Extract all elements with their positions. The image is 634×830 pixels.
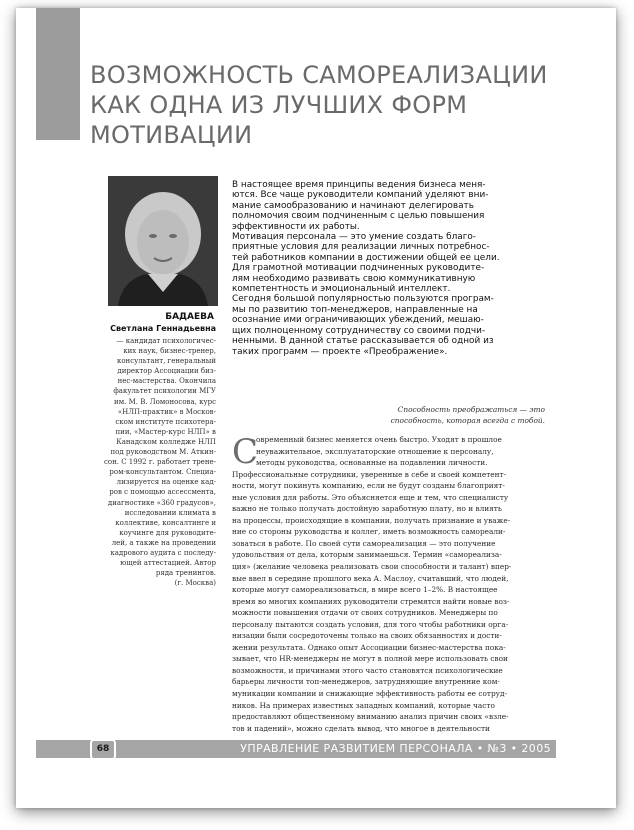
epigraph	[316, 404, 545, 426]
lead-line: В настоящее время принципы ведения бизнеса меня-	[232, 180, 486, 190]
body-line: важно не только получать достойную заработную плату, но и влиять	[232, 504, 502, 514]
bio-line: нес-мастерства. Окончила	[117, 377, 216, 386]
body-line: Профессиональные сотрудники, уверенные в себе и своей компетент-	[232, 469, 507, 479]
body-line: ников. На примерах известных западных компаний, которые часто	[232, 700, 495, 710]
bio-line: диагностике «360 градусов»,	[107, 498, 216, 507]
lead-line: лям необходимо развивать свою коммуникативную	[232, 273, 476, 284]
article-lead	[232, 180, 562, 357]
epigraph-line: способность, которая всегда с тобой.	[390, 416, 545, 425]
magazine-page	[16, 8, 616, 808]
body-line: муникации компании и снижающие эффективность работы ее сотруд-	[232, 689, 507, 699]
lead-line: Мотивация персонала — это умение создать благо-	[232, 232, 476, 243]
lead-line: приятные условия для реализации личных потребнос-	[232, 242, 490, 253]
bio-line: ющей аттестацией. Автор	[120, 559, 216, 568]
body-line: жении результата. Однако опыт Ассоциации бизнес-мастерства пока-	[232, 642, 506, 652]
bio-line: исследовании климата в	[124, 508, 216, 517]
bio-line: им. М. В. Ломоносова, курс	[114, 397, 216, 406]
lead-line: мание самообразованию и начинают делегировать	[232, 200, 474, 211]
bio-line: под руководством М. Аткин-	[110, 448, 216, 457]
body-line: вые ввел в середине прошлого века А. Маслоу, считавший, что людей,	[232, 573, 509, 583]
author-given-names: Светлана Геннадьевна	[110, 324, 216, 333]
body-line: овременный бизнес меняется очень быстро. Уходят в прошлое	[256, 435, 502, 444]
epigraph-line: Способность преображаться — это	[397, 405, 545, 414]
body-line: предоставляют общественному вниманию анализ причин своих «взле-	[232, 712, 509, 722]
body-line: возможности, и причинами этого часто становятся психологические	[232, 665, 503, 675]
body-line: можности повышения отдачи от своих сотрудников. Менеджеры по	[232, 608, 498, 618]
bio-line: — кандидат психологичес-	[116, 337, 216, 345]
body-line: низации были сосредоточены только на своих обязанностях и дости-	[232, 631, 502, 641]
author-photo	[108, 176, 218, 306]
lead-line: щих полноценному сотрудничеству со своими подчи-	[232, 325, 486, 336]
body-line: методы руководства, основанные на подавлении личности.	[256, 458, 488, 468]
bio-line: коучинге для руководите-	[119, 528, 216, 537]
title-accent-bar	[36, 8, 80, 140]
body-line: зоваться в работе. По своей сути самореализация — это получение	[232, 538, 496, 548]
body-line: удовольствия от дела, которым занимаешься. Термин «самореализа-	[232, 550, 502, 560]
author-surname: БАДАЕВА	[165, 312, 214, 322]
article-title-line: МОТИВАЦИИ	[90, 121, 253, 149]
article-title-line: КАК ОДНА ИЗ ЛУЧШИХ ФОРМ	[90, 91, 468, 119]
bio-line: кадрового аудита с последу-	[110, 548, 216, 557]
bio-line: ром-консультантом. Специа-	[109, 468, 216, 477]
body-line: неуважительное, эксплуататорские отношение к персоналу,	[256, 446, 494, 456]
article-title-line: ВОЗМОЖНОСТЬ САМОРЕАЛИЗАЦИИ	[90, 61, 548, 89]
lead-line: осознание ими ограничивающих убеждений, мешаю-	[232, 315, 484, 326]
body-line: ция» (желание человека реализовать свои способности и талант) впер-	[232, 562, 512, 572]
lead-line: эффективности их работы.	[232, 221, 360, 232]
body-line: персоналу пытаются создать условия, для того чтобы работники орга-	[232, 619, 509, 629]
body-line: зывает, что HR-менеджеры не могут в полной мере использовать свои	[232, 654, 508, 664]
bio-line: лей, а также на проведении	[111, 538, 216, 547]
author-bio	[76, 336, 216, 588]
bio-line: ких наук, бизнес-тренер,	[123, 347, 216, 356]
body-line: время во многих компаниях руководители стремятся найти новые воз-	[232, 596, 510, 606]
bio-line: Канадском колледже НЛП	[116, 437, 216, 446]
body-line: ные условия для работы. Это объясняется еще и тем, что специалисту	[232, 492, 509, 502]
bio-line: ряда тренингов.	[155, 569, 216, 578]
bio-line: директор Ассоциации биз-	[117, 367, 216, 376]
page-number: 68	[90, 739, 116, 760]
lead-line: ненными. В данной статье рассказывается об одной из	[232, 336, 494, 347]
lead-line: компетентность и эмоциональный интеллект.	[232, 284, 451, 295]
lead-line: полномочия своим подчиненным с целью повышения	[232, 211, 485, 222]
bio-line: ров с помощью ассессмента,	[109, 488, 216, 497]
author-portrait-image	[108, 176, 218, 306]
drop-cap: С	[232, 432, 259, 472]
body-line: которые могут самореализоваться, в мире всего 1–2%. В настоящее	[232, 585, 498, 595]
lead-line: мы по развитию топ-менеджеров, направленные на	[232, 304, 478, 315]
article-title	[90, 60, 590, 150]
lead-line: Сегодня большой популярностью пользуются програм-	[232, 294, 494, 305]
bio-line: пии, «Мастер-курс НЛП» в	[115, 427, 216, 436]
bio-line: коллективе, консалтинге и	[115, 518, 216, 527]
lead-line: ются. Все чаще руководители компаний уделяют вни-	[232, 190, 489, 201]
bio-line: сон. С 1992 г. работает трене-	[103, 458, 216, 467]
bio-line: факультет психологии МГУ	[113, 387, 216, 396]
body-line: ности, могут покинуть компанию, если не будут созданы благоприят-	[232, 481, 505, 491]
bio-line: лизируется на оценке кад-	[116, 478, 216, 487]
article-body	[232, 434, 562, 734]
body-line: барьеры личности топ-менеджеров, затрудняющие внутренние ком-	[232, 677, 500, 687]
lead-line: Для грамотной мотивации подчиненных руководите-	[232, 263, 485, 274]
journal-running-footer: УПРАВЛЕНИЕ РАЗВИТИЕМ ПЕРСОНАЛА • №3 • 2005	[240, 742, 551, 755]
body-line: на процессы, происходящие в компании, получать признание и уваже-	[232, 515, 511, 525]
body-line: ние со стороны руководства и коллег, иметь возможность самореали-	[232, 527, 506, 537]
bio-line: (г. Москва)	[174, 579, 216, 588]
lead-line: тей работников компании в достижении общей ее цели.	[232, 252, 500, 263]
bio-line: консультант, генеральный	[116, 357, 216, 366]
bio-line: ском институте психотера-	[115, 417, 216, 426]
body-line: тов и падений», можно сделать вывод, что многое в деятельности	[232, 723, 490, 733]
lead-line: таких программ — проекте «Преображение».	[232, 346, 448, 357]
bio-line: «НЛП-практик» в Москов-	[117, 407, 216, 416]
